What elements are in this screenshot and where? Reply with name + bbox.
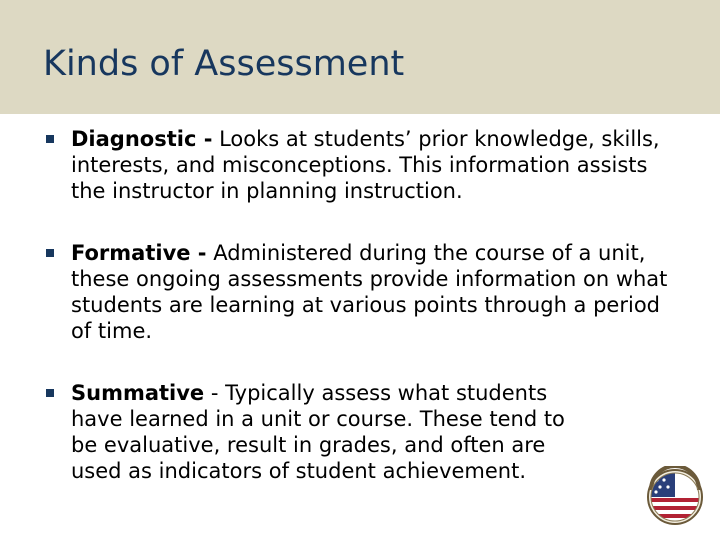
bullet-term: Summative xyxy=(71,381,205,405)
slide-title: Kinds of Assessment xyxy=(43,44,405,84)
bullet-formative xyxy=(46,240,686,344)
bullet-diagnostic xyxy=(46,126,686,204)
bullet-term: Diagnostic - xyxy=(71,127,213,151)
bullet-text: Looks at students’ prior knowledge, skills, interests, and misconceptions. This information assists the instructor in planning instruction. xyxy=(71,127,660,203)
peace-corps-logo-icon xyxy=(639,466,711,526)
bullet-text: Administered during the course of a unit, these ongoing assessments provide information on what students are learning at various points through a period of time. xyxy=(71,241,668,343)
square-bullet-icon xyxy=(46,389,54,397)
square-bullet-icon xyxy=(46,249,54,257)
bullet-list xyxy=(46,126,686,520)
bullet-term: Formative - xyxy=(71,241,207,265)
bullet-text: - Typically assess what students have learned in a unit or course. These tend to be evaluative, result in grades, and often are used as indicators of student achievement. xyxy=(71,381,565,483)
title-bar xyxy=(0,0,720,114)
bullet-summative xyxy=(46,380,686,484)
square-bullet-icon xyxy=(46,135,54,143)
